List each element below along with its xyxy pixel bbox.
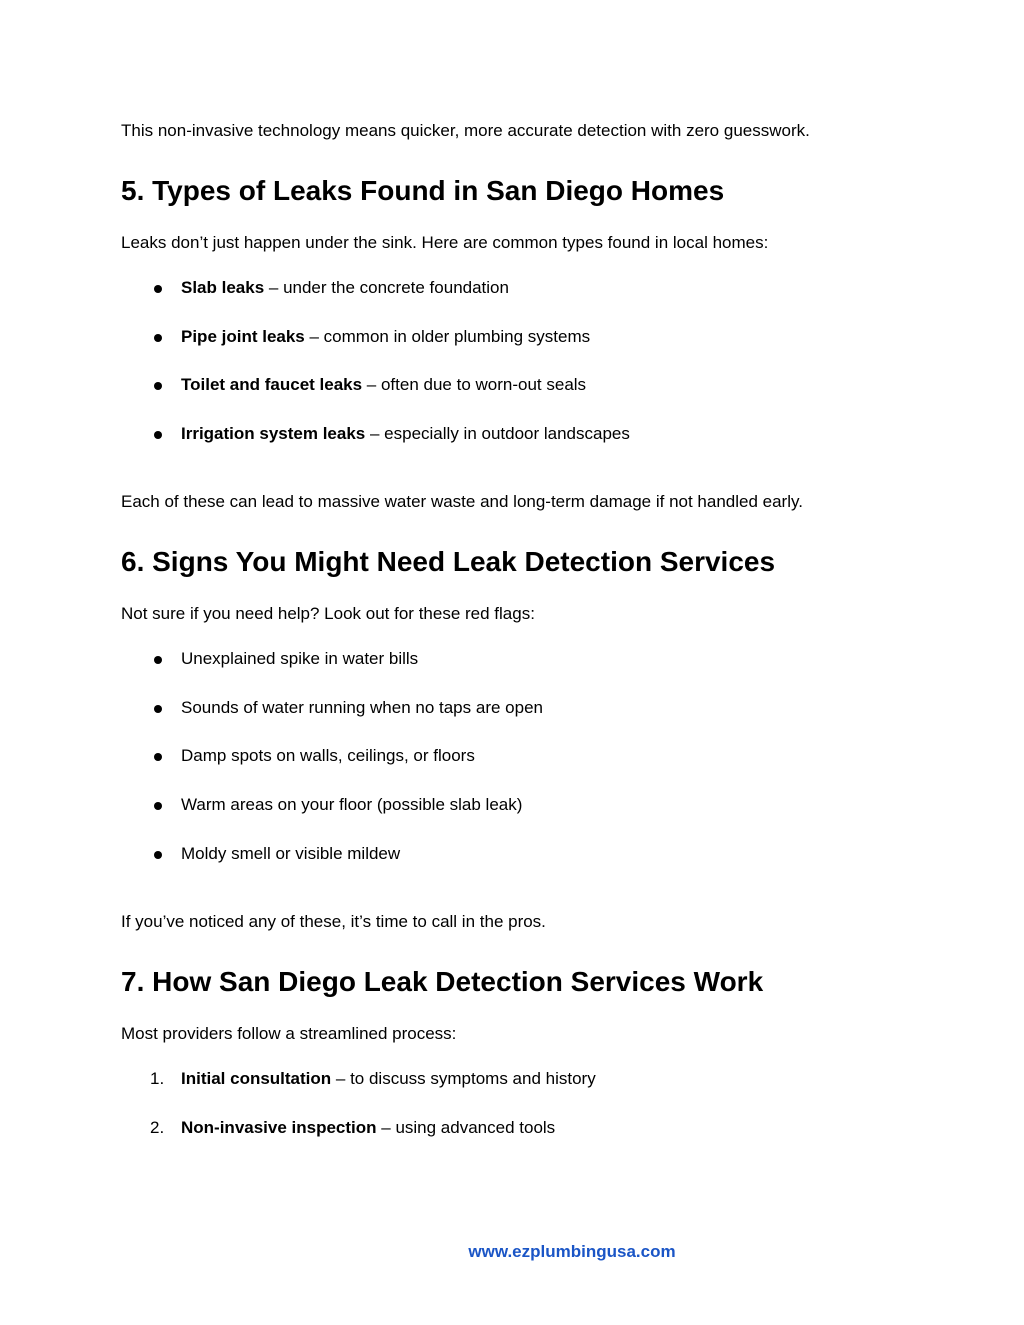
- list-item-text: – often due to worn-out seals: [362, 375, 587, 394]
- bullet-icon: [154, 656, 162, 664]
- section-5-intro: Leaks don’t just happen under the sink. Here are common types found in local homes:: [121, 233, 769, 252]
- list-item-text: Warm areas on your floor (possible slab leak): [181, 795, 523, 814]
- bullet-icon: [154, 802, 162, 810]
- bullet-icon: [154, 382, 162, 390]
- list-item-text: – common in older plumbing systems: [304, 327, 591, 346]
- list-item-text: Sounds of water running when no taps are open: [181, 698, 543, 717]
- section-5-outro: Each of these can lead to massive water waste and long-term damage if not handled early.: [121, 492, 803, 511]
- bullet-icon: [154, 705, 162, 713]
- bullet-icon: [154, 285, 162, 293]
- list-item-bold: Initial consultation: [181, 1069, 332, 1088]
- list-item-bold: Slab leaks: [181, 278, 265, 297]
- bullet-icon: [154, 334, 162, 342]
- footer-website-link[interactable]: www.ezplumbingusa.com: [468, 1242, 676, 1261]
- list-item-text: Moldy smell or visible mildew: [181, 844, 401, 863]
- section-7-heading: 7. How San Diego Leak Detection Services Work: [121, 966, 764, 997]
- list-item-text: Damp spots on walls, ceilings, or floors: [181, 746, 475, 765]
- list-item-bold: Irrigation system leaks: [181, 424, 366, 443]
- section-5-heading: 5. Types of Leaks Found in San Diego Homes: [121, 175, 725, 206]
- list-item-bold: Non-invasive inspection: [181, 1118, 377, 1137]
- list-item-text: – to discuss symptoms and history: [331, 1069, 596, 1088]
- list-item-text: – especially in outdoor landscapes: [365, 424, 630, 443]
- bullet-icon: [154, 431, 162, 439]
- list-item-text: – using advanced tools: [376, 1118, 556, 1137]
- section-6-intro: Not sure if you need help? Look out for these red flags:: [121, 604, 535, 623]
- list-number: 1.: [150, 1069, 165, 1088]
- section-6-outro: If you’ve noticed any of these, it’s time to call in the pros.: [121, 912, 546, 931]
- list-number: 2.: [150, 1118, 165, 1137]
- section-6-heading: 6. Signs You Might Need Leak Detection Services: [121, 546, 776, 577]
- bullet-icon: [154, 753, 162, 761]
- intro-paragraph: This non-invasive technology means quicker, more accurate detection with zero guesswork.: [121, 121, 810, 140]
- list-item-text: Unexplained spike in water bills: [181, 649, 419, 668]
- list-item-bold: Toilet and faucet leaks: [181, 375, 363, 394]
- list-item-bold: Pipe joint leaks: [181, 327, 305, 346]
- list-item-text: – under the concrete foundation: [264, 278, 509, 297]
- section-7-intro: Most providers follow a streamlined process:: [121, 1024, 457, 1043]
- bullet-icon: [154, 851, 162, 859]
